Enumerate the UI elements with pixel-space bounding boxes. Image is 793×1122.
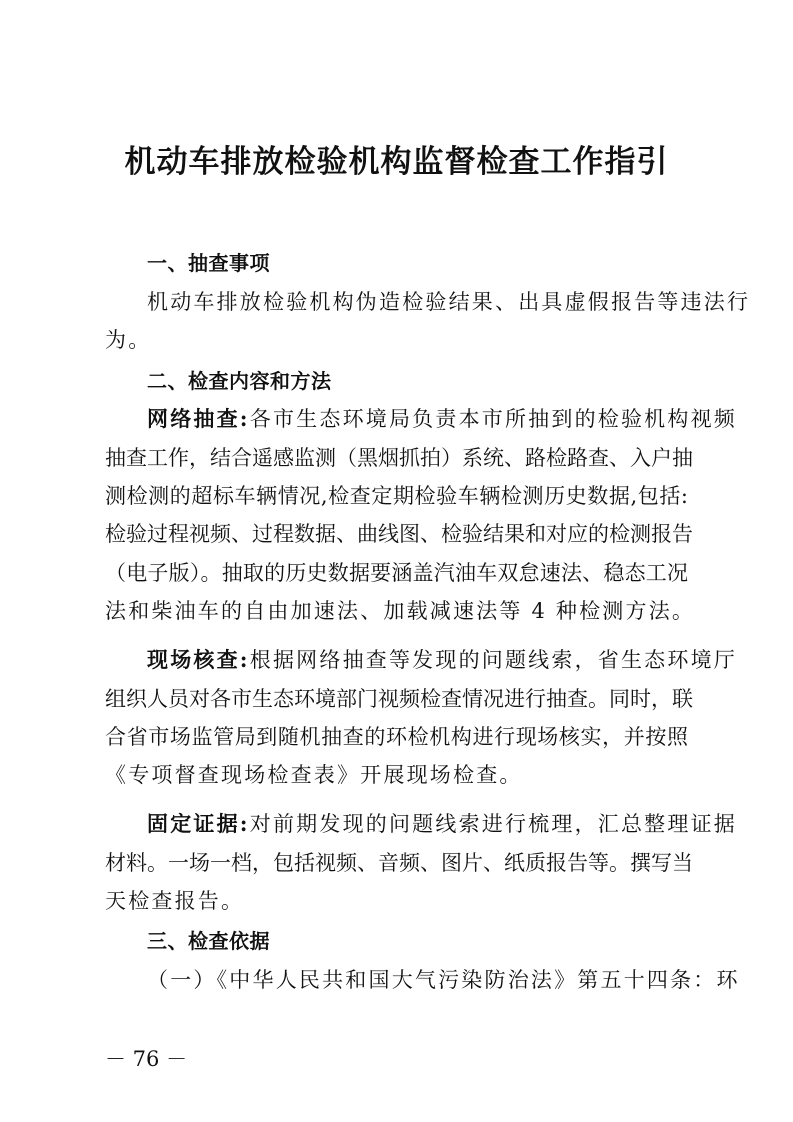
network-check-line3: 测检测的超标车辆情况,检查定期检验车辆检测历史数据,包括: (105, 484, 688, 508)
site-check-label: 现场核查: (147, 647, 250, 672)
site-check-text: 根据网络抽查等发现的问题线索，省生态环境厅 (249, 648, 737, 672)
evidence-label: 固定证据: (147, 811, 250, 836)
page-number: － 76 － (105, 1047, 188, 1071)
section1-heading: 一、抽查事项 (147, 251, 270, 275)
evidence-line1 (147, 809, 737, 839)
section1-line1: 机动车排放检验机构伪造检验结果、出具虚假报告等违法行 (147, 290, 751, 314)
site-check-line2: 组织人员对各市生态环境部门视频检查情况进行抽查。同时，联 (105, 687, 693, 711)
network-check-line2: 抽查工作，结合遥感监测（黑烟抓拍）系统、路检路查、入户抽 (105, 446, 693, 470)
document-title: 机动车排放检验机构监督检查工作指引 (124, 144, 669, 180)
section3-heading: 三、检查依据 (147, 929, 270, 953)
network-check-line6: 法和柴油车的自由加速法、加载减速法等 4 种检测方法。 (105, 599, 696, 623)
network-check-line4: 检验过程视频、过程数据、曲线图、检验结果和对应的检测报告 (105, 522, 693, 546)
section3-line1: （一）《中华人民共和国大气污染防治法》第五十四条：环 (147, 968, 740, 992)
network-check-line1 (147, 404, 737, 434)
site-check-line1 (147, 645, 737, 675)
network-check-text: 各市生态环境局负责本市所抽到的检验机构视频 (249, 407, 737, 431)
evidence-line3: 天检查报告。 (105, 889, 245, 913)
network-check-label: 网络抽查: (147, 406, 250, 431)
site-check-line4: 《专项督查现场检查表》开展现场检查。 (105, 763, 523, 787)
section1-line2: 为。 (105, 328, 152, 352)
site-check-line3: 合省市场监管局到随机抽查的环检机构进行现场核实，并按照 (105, 725, 688, 749)
network-check-line5: （电子版）。抽取的历史数据要涵盖汽油车双怠速法、稳态工况 (105, 561, 688, 585)
evidence-text: 对前期发现的问题线索进行梳理，汇总整理证据 (249, 812, 737, 836)
section2-heading: 二、检查内容和方法 (147, 369, 332, 393)
evidence-line2: 材料。一场一档，包括视频、音频、图片、纸质报告等。撰写当 (105, 851, 693, 875)
